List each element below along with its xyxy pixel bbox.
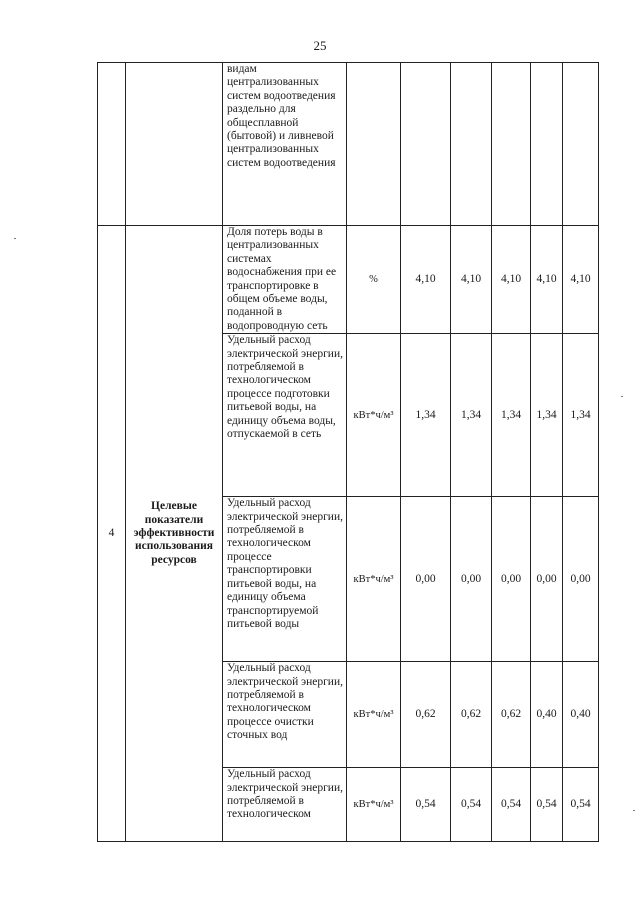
value-cell: 0,00 [531, 497, 563, 662]
description-text: Удельный расход электрической энергии, потребляемой в технологическом [227, 768, 343, 821]
unit-cell: кВт*ч/м³ [347, 662, 401, 768]
value-cell: 0,62 [401, 662, 451, 768]
description-cell [223, 226, 347, 334]
description-text: Удельный расход электрической энергии, потребляемой в технологическом процессе очистки сточных вод [227, 662, 343, 742]
value-cell: 0,54 [531, 768, 563, 842]
unit-cell: кВт*ч/м³ [347, 334, 401, 497]
value-cell: 0,54 [451, 768, 492, 842]
value-cell [531, 63, 563, 226]
indicators-table [97, 62, 599, 842]
value-cell: 0,62 [451, 662, 492, 768]
value-cell: 4,10 [401, 226, 451, 334]
value-cell: 0,40 [563, 662, 599, 768]
table-row [98, 63, 599, 226]
description-text: Удельный расход электрической энергии, потребляемой в технологическом процессе транспортировки питьевой воды, на единицу объема транспортируемой питьевой воды [227, 497, 343, 630]
value-cell: 0,00 [492, 497, 531, 662]
value-cell [492, 63, 531, 226]
description-text: Доля потерь воды в централизованных системах водоснабжения при ее транспортировке в общем объеме воды, поданной в водопроводную сеть [227, 226, 337, 332]
description-cell [223, 497, 347, 662]
value-cell [451, 63, 492, 226]
description-text: видам централизованных систем водоотведения раздельно для общесплавной (бытовой) и ливневой централизованных систем водоотведения [227, 63, 336, 169]
value-cell [563, 63, 599, 226]
description-cell [223, 662, 347, 768]
unit-cell: кВт*ч/м³ [347, 497, 401, 662]
value-cell: 4,10 [451, 226, 492, 334]
page-number: 25 [313, 38, 327, 53]
value-cell: 4,10 [563, 226, 599, 334]
value-cell: 1,34 [531, 334, 563, 497]
value-cell: 0,54 [401, 768, 451, 842]
scan-speck [14, 238, 16, 239]
unit-cell: % [347, 226, 401, 334]
value-cell: 0,54 [492, 768, 531, 842]
scan-speck [621, 396, 623, 397]
description-cell [223, 768, 347, 842]
description-cell [223, 63, 347, 226]
value-cell: 1,34 [401, 334, 451, 497]
row-number-cell: 4 [98, 226, 126, 842]
value-cell: 0,00 [451, 497, 492, 662]
value-cell: 4,10 [492, 226, 531, 334]
category-cell [126, 63, 223, 226]
value-cell: 0,00 [401, 497, 451, 662]
value-cell: 1,34 [451, 334, 492, 497]
value-cell: 0,40 [531, 662, 563, 768]
description-cell [223, 334, 347, 497]
row-number-cell [98, 63, 126, 226]
value-cell [401, 63, 451, 226]
table-row [98, 226, 599, 334]
value-cell: 1,34 [492, 334, 531, 497]
scan-speck [633, 810, 635, 811]
description-text: Удельный расход электрической энергии, потребляемой в технологическом процессе подготовки питьевой воды, на единицу объема воды, отпускаемой в сеть [227, 334, 343, 441]
value-cell: 4,10 [531, 226, 563, 334]
value-cell: 0,00 [563, 497, 599, 662]
unit-cell: кВт*ч/м³ [347, 768, 401, 842]
value-cell: 0,54 [563, 768, 599, 842]
value-cell: 0,62 [492, 662, 531, 768]
value-cell: 1,34 [563, 334, 599, 497]
unit-cell [347, 63, 401, 226]
category-cell: Целевые показатели эффективности использования ресурсов [126, 226, 223, 842]
